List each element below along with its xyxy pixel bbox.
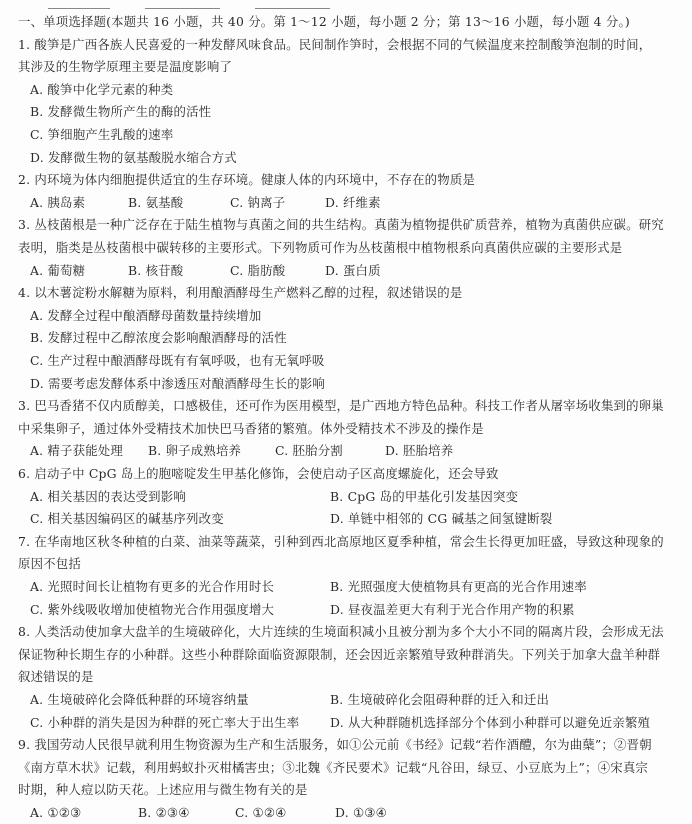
option-row xyxy=(18,713,668,733)
answer-option: B. 生境破碎化会阻碍种群的迁入和迁出 xyxy=(330,692,550,707)
answer-option: A. 胰岛素 xyxy=(30,194,86,210)
question-stem: 3. 巴马香猪不仅内质醇美，口感极佳，还可作为医用模型，是广西地方特色品种。科技工作者从屠宰场收集到的卵巢 xyxy=(18,398,664,414)
question-stem: 2. 内环境为体内细胞提供适宜的生存环境。健康人体的内环境中，不存在的物质是 xyxy=(18,172,476,188)
answer-option: B. 氨基酸 xyxy=(128,194,184,210)
answer-option: C. 相关基因编码区的碱基序列改变 xyxy=(30,511,224,527)
answer-option: D. 昼夜温差更大有利于光合作用产物的积累 xyxy=(330,601,575,617)
answer-option: C. 生产过程中酿酒酵母既有有氧呼吸，也有无氧呼吸 xyxy=(30,353,325,368)
question-stem: 3. 丛枝菌根是一种广泛存在于陆生植物与真菌之间的共生结构。真菌为植物提供矿质营养，植物为真菌供应碳。研究 xyxy=(18,217,664,233)
section-header: 一、单项选择题(本题共 16 小题，共 40 分。第 1～12 小题，每小题 2 分；第 13～16 小题，每小题 4 分。) xyxy=(18,14,630,29)
answer-option: D. 胚胎培养 xyxy=(385,443,454,459)
option-row xyxy=(18,600,668,620)
answer-option: C. 小种群的消失是因为种群的死亡率大于出生率 xyxy=(30,714,300,730)
question-stem-continued: 时期，种人痘以防天花。上述应用与微生物有关的是 xyxy=(18,782,308,798)
question-stem: 4. 以木薯淀粉水解糖为原料，利用酿酒酵母生产燃料乙醇的过程，叙述错误的是 xyxy=(18,285,463,301)
name-blank-line xyxy=(48,8,110,9)
option-row xyxy=(18,351,668,371)
option-row xyxy=(18,328,668,348)
answer-option: D. ①③④ xyxy=(335,805,387,820)
answer-option: C. ①②④ xyxy=(235,805,287,820)
answer-option: B. 核苷酸 xyxy=(128,262,184,278)
answer-option: A. 酸笋中化学元素的种类 xyxy=(30,81,174,97)
option-row xyxy=(18,441,668,461)
number-blank-line xyxy=(255,8,330,9)
question-stem: 9. 我国劳动人民很早就利用生物资源为生产和生活服务，如①公元前《书经》记载“若作酒醴，尔为曲蘖”；②晋朝 xyxy=(18,737,652,753)
answer-option: D. 需要考虑发酵体系中渗透压对酿酒酵母生长的影响 xyxy=(30,375,325,391)
answer-option: B. CpG 岛的甲基化引发基因突变 xyxy=(330,488,519,504)
answer-option: A. 发酵全过程中酿酒酵母菌数量持续增加 xyxy=(30,307,262,323)
question-stem: 1. 酸笋是广西各族人民喜爱的一种发酵风味食品。民间制作笋时，会根据不同的气候温度来控制酸笋泡制的时间， xyxy=(18,36,652,52)
answer-option: B. 光照强度大使植物具有更高的光合作用速率 xyxy=(330,579,587,594)
question-stem: 8. 人类活动使加拿大盘羊的生境破碎化，大片连续的生境面积减小且被分割为多个大小不同的隔离片段，会形成无法 xyxy=(18,624,664,640)
answer-option: B. 卵子成熟培养 xyxy=(148,443,242,459)
answer-option: D. 发酵微生物的氨基酸脱水缩合方式 xyxy=(30,149,237,165)
question-stem-continued: 《南方草木状》记载，利用蚂蚁扑灭柑橘害虫；③北魏《齐民要术》记载“凡谷田，绿豆、小豆底为上”；④宋真宗 xyxy=(18,759,649,775)
answer-option: A. 光照时间长让植物有更多的光合作用时长 xyxy=(30,579,275,594)
option-row xyxy=(18,487,668,507)
option-row xyxy=(18,374,668,394)
answer-option: B. ②③④ xyxy=(138,805,190,820)
question-stem-continued: 中采集卵子，通过体外受精技术加快巴马香猪的繁殖。体外受精技术不涉及的操作是 xyxy=(18,420,484,436)
option-row xyxy=(18,80,668,100)
answer-option: A. 相关基因的表达受到影响 xyxy=(30,488,186,504)
option-row xyxy=(18,102,668,122)
answer-option: D. 纤维素 xyxy=(325,194,381,210)
answer-option: A. 葡萄糖 xyxy=(30,262,86,278)
option-row xyxy=(18,577,668,597)
answer-option: D. 蛋白质 xyxy=(325,262,381,278)
option-row xyxy=(18,803,668,823)
answer-option: A. ①②③ xyxy=(30,805,82,820)
answer-option: D. 从大种群随机选择部分个体到小种群可以避免近亲繁殖 xyxy=(330,714,651,730)
question-stem-continued: 保证物种长期生存的小种群。这些小种群除面临资源限制，还会因近亲繁殖导致种群消失。下列关于加拿大盘羊种群 xyxy=(18,646,661,662)
question-stem-continued: 叙述错误的是 xyxy=(18,669,94,685)
question-stem-continued: 表明，脂类是丛枝菌根中碳转移的主要形式。下列物质可作为丛枝菌根中植物根系向真菌供应碳的主要形式是 xyxy=(18,240,623,255)
option-row xyxy=(18,509,668,529)
question-stem-continued: 其涉及的生物学原理主要是温度影响了 xyxy=(18,59,233,75)
answer-option: A. 生境破碎化会降低种群的环境容纳量 xyxy=(30,692,249,707)
option-row xyxy=(18,148,668,168)
option-row xyxy=(18,193,668,213)
question-stem: 7. 在华南地区秋冬种植的白菜、油菜等蔬菜，引种到西北高原地区夏季种植，常会生长得更加旺盛，导致这种现象的 xyxy=(18,533,664,549)
answer-option: B. 发酵微生物所产生的酶的活性 xyxy=(30,104,212,120)
answer-option: C. 胚胎分割 xyxy=(275,443,343,459)
option-row xyxy=(18,261,668,281)
answer-option: C. 脂肪酸 xyxy=(230,262,286,278)
option-row xyxy=(18,306,668,326)
option-row xyxy=(18,125,668,145)
question-stem-continued: 原因不包括 xyxy=(18,556,81,572)
answer-option: B. 发酵过程中乙醇浓度会影响酿酒酵母的活性 xyxy=(30,330,287,346)
answer-option: D. 单链中相邻的 CG 碱基之间氢键断裂 xyxy=(330,511,553,527)
option-row xyxy=(18,690,668,710)
class-blank-line xyxy=(145,8,220,9)
question-stem: 6. 启动子中 CpG 岛上的胞嘧啶发生甲基化修饰，会使启动子区高度螺旋化，还会导致 xyxy=(18,466,499,481)
answer-option: C. 笋细胞产生乳酸的速率 xyxy=(30,127,174,142)
answer-option: A. 精子获能处理 xyxy=(30,443,123,459)
answer-option: C. 钠离子 xyxy=(230,194,286,210)
answer-option: C. 紫外线吸收增加使植物光合作用强度增大 xyxy=(30,601,275,617)
